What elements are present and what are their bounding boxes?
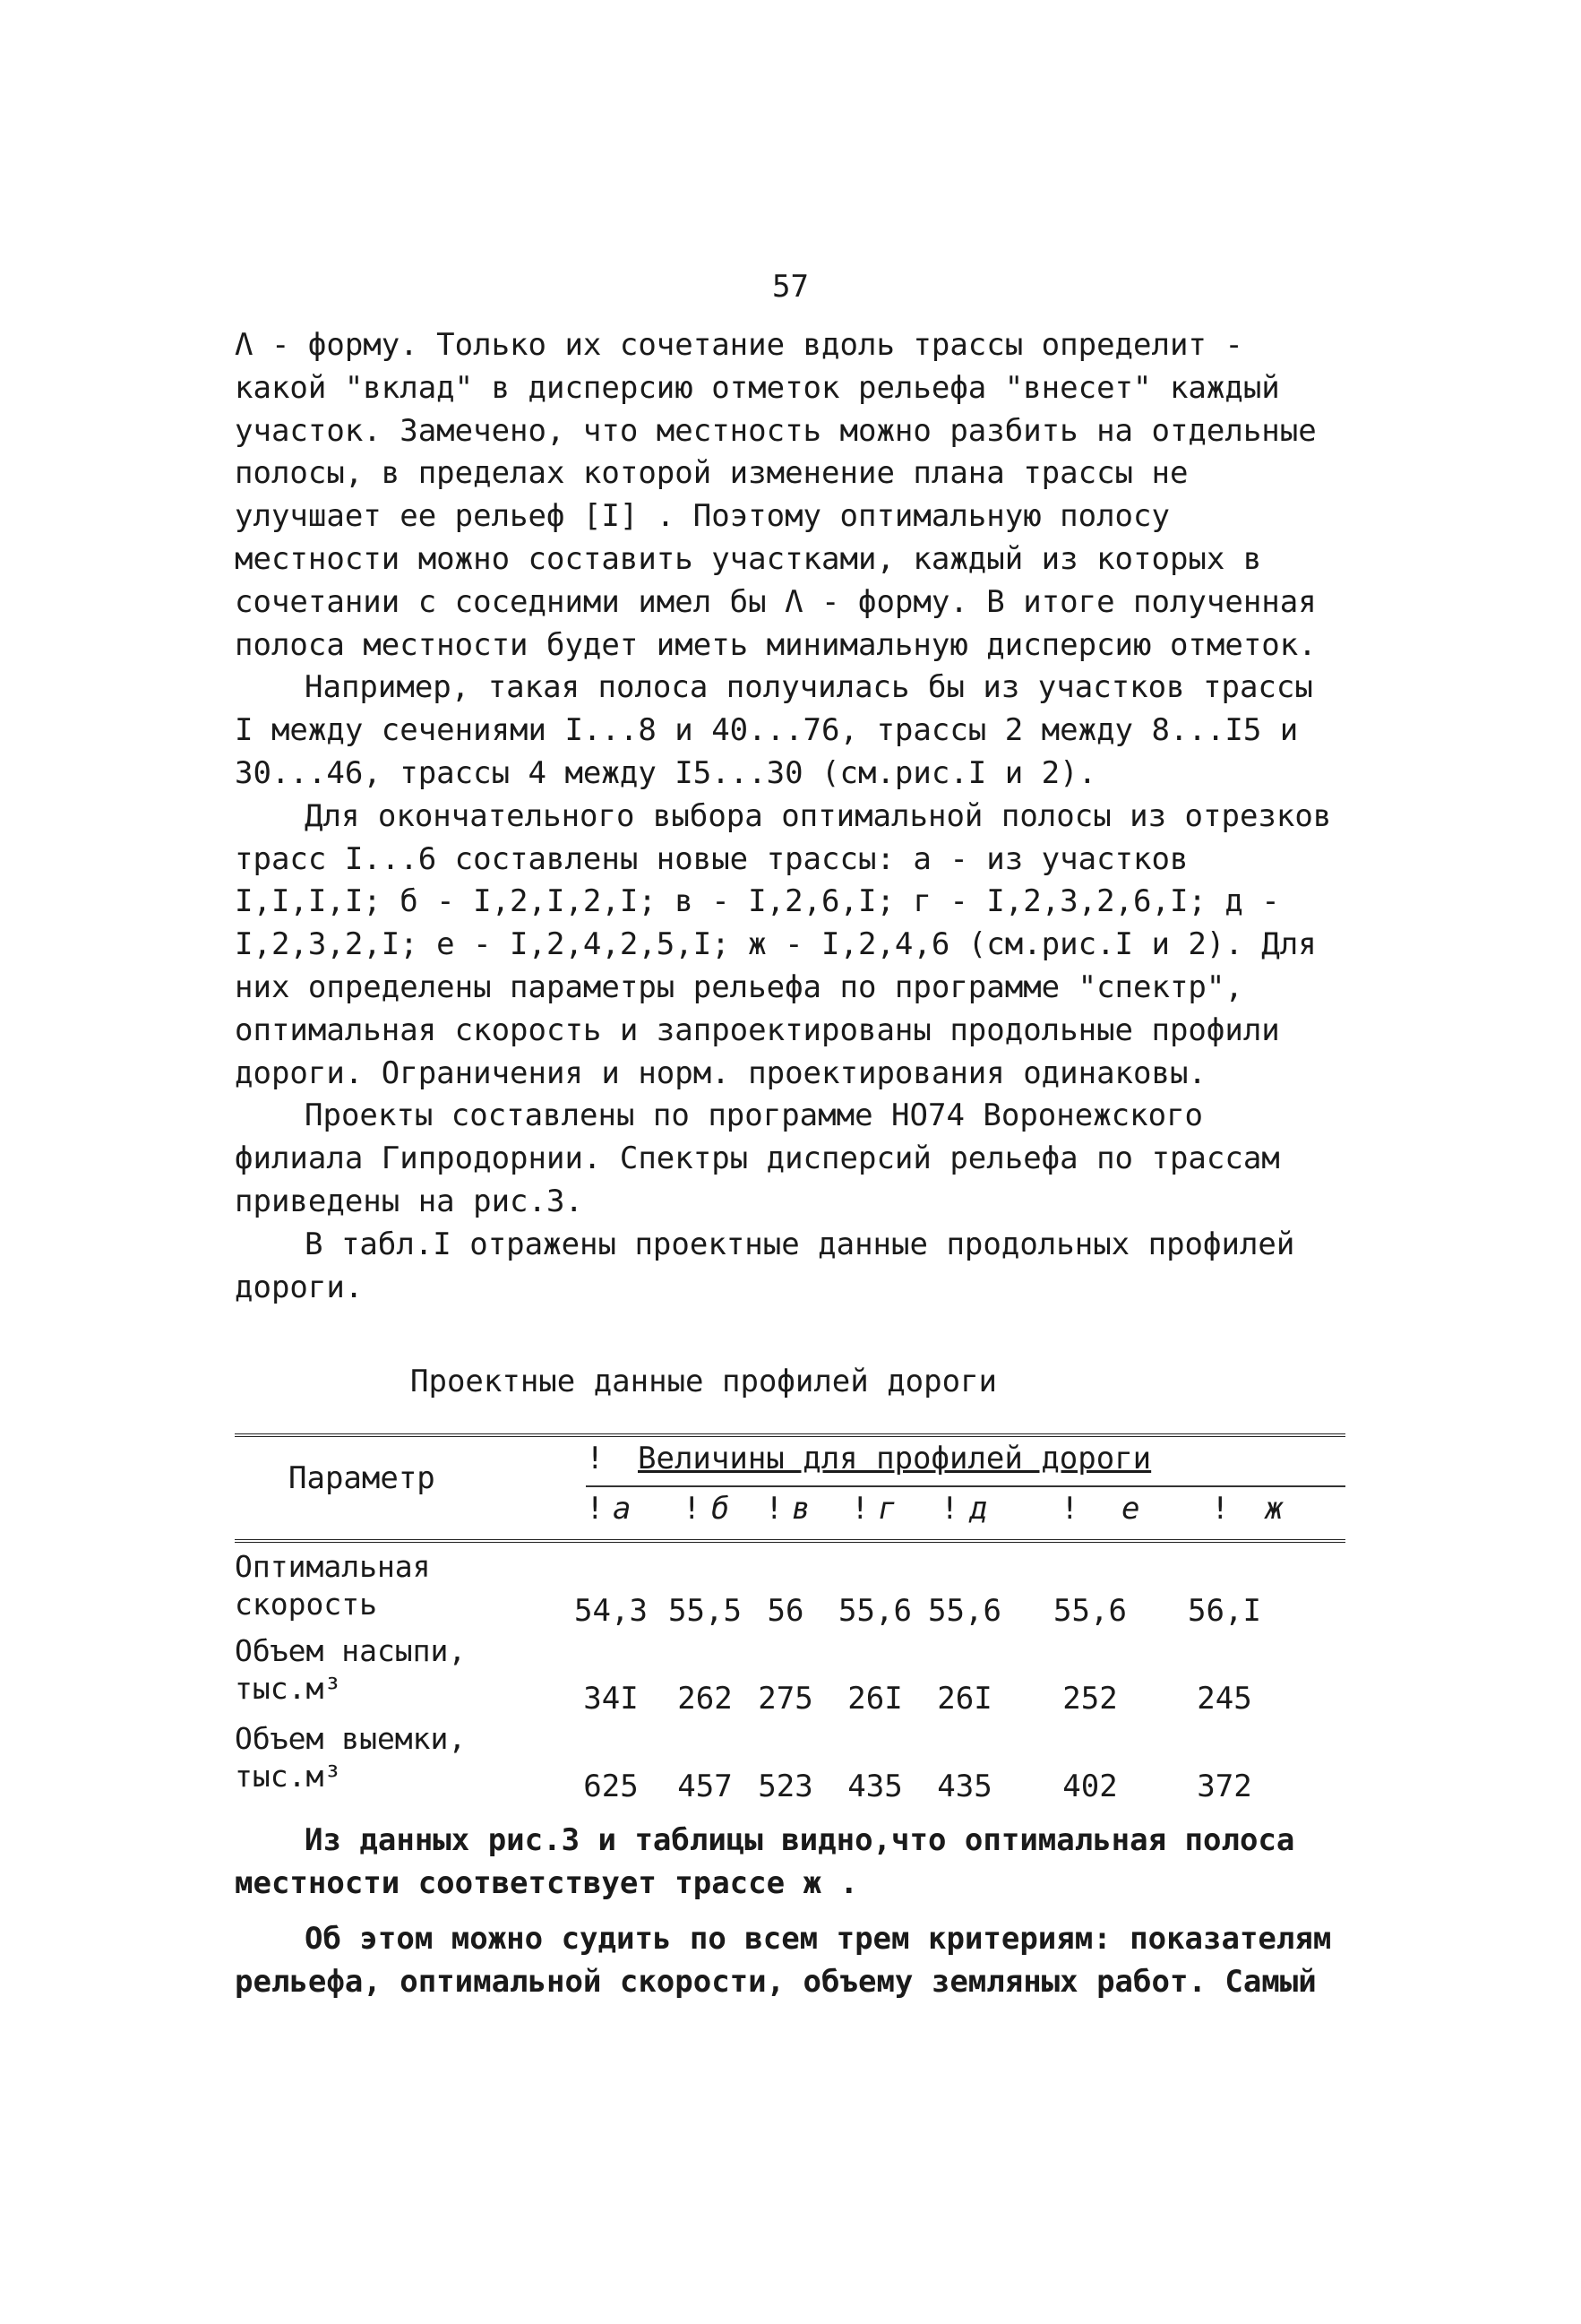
row-label: Объем насыпи, тыс.м³ <box>235 1633 467 1706</box>
conclusion-text <box>235 1819 1345 2003</box>
paragraph: В табл.I отражены проектные данные продольных профилей дороги. <box>235 1226 1295 1305</box>
table-rule <box>235 1539 1345 1543</box>
table-cell: 34I <box>583 1681 639 1717</box>
table-cell: 55,6 <box>1053 1593 1127 1629</box>
table-cell: 55,6 <box>838 1593 912 1629</box>
table-cell: 245 <box>1197 1681 1252 1717</box>
table-cell: 55,6 <box>928 1593 1001 1629</box>
column-header: е <box>1121 1491 1140 1527</box>
column-divider: ! <box>586 1441 605 1476</box>
table-cell: 26I <box>847 1681 903 1717</box>
table-cell: 435 <box>847 1769 903 1804</box>
table-cell: 435 <box>937 1769 992 1804</box>
paragraph: Об этом можно судить по всем трем критериям: показателям рельефа, оптимальной скорости, объему земляных работ. Самый <box>235 1921 1332 2000</box>
table-caption: Проектные данные профилей дороги <box>410 1364 998 1399</box>
group-header: Величины для профилей дороги <box>638 1441 1152 1476</box>
table-cell: 523 <box>758 1769 813 1804</box>
column-divider: ! <box>765 1491 784 1527</box>
row-label: Объем выемки, тыс.м³ <box>235 1721 467 1794</box>
table-cell: 625 <box>583 1769 639 1804</box>
column-divider: ! <box>1211 1491 1230 1527</box>
column-header: б <box>711 1491 730 1527</box>
column-header: д <box>969 1491 988 1527</box>
table-cell: 372 <box>1197 1769 1252 1804</box>
page-number: 57 <box>772 269 809 305</box>
paragraph: Например, такая полоса получилась бы из участков трассы I между сечениями I...8 и 40...76, трассы 2 между 8...I5 и 30...46, трассы 4 между I5...30 (см.рис.I и 2). <box>235 669 1313 791</box>
table-cell: 26I <box>937 1681 992 1717</box>
column-header: ж <box>1265 1491 1284 1527</box>
table-cell: 56,I <box>1188 1593 1261 1629</box>
paragraph: Проекты составлены по программе НО74 Воронежского филиала Гипродорнии. Спектры дисперсий рельефа по трассам приведены на рис.3. <box>235 1097 1280 1219</box>
paragraph: Из данных рис.3 и таблицы видно,что оптимальная полоса местности соответствует трассе ж . <box>235 1822 1295 1901</box>
column-divider: ! <box>941 1491 959 1527</box>
table-rule <box>235 1433 1345 1437</box>
column-divider: ! <box>1061 1491 1079 1527</box>
table-cell: 56 <box>767 1593 804 1629</box>
table-cell: 262 <box>677 1681 733 1717</box>
param-header: Параметр <box>288 1460 435 1496</box>
column-divider: ! <box>851 1491 870 1527</box>
paragraph: Λ - форму. Только их сочетание вдоль трассы определит - какой "вклад" в дисперсию отметок рельефа "внесет" каждый участок. Замечено, что местность можно разбить на отдельные полосы, в пределах которой изменение плана трассы не улучшает ее рельеф [I] . Поэтому оптимальную полосу местности можно составить участками, каждый из которых в сочетании с соседними имел бы Λ - форму. В итоге полученная полоса местности будет иметь минимальную дисперсию отметок. <box>235 327 1317 663</box>
table-cell: 54,3 <box>574 1593 648 1629</box>
column-header: г <box>878 1491 897 1527</box>
table-cell: 402 <box>1062 1769 1118 1804</box>
table-rule <box>586 1485 1345 1487</box>
table-cell: 252 <box>1062 1681 1118 1717</box>
table-cell: 457 <box>677 1769 733 1804</box>
column-header: а <box>613 1491 632 1527</box>
column-header: в <box>792 1491 811 1527</box>
body-text <box>235 324 1345 1309</box>
column-divider: ! <box>586 1491 605 1527</box>
table-cell: 55,5 <box>668 1593 742 1629</box>
table-cell: 275 <box>758 1681 813 1717</box>
column-divider: ! <box>683 1491 701 1527</box>
paragraph: Для окончательного выбора оптимальной полосы из отрезков трасс I...6 составлены новые трассы: а - из участков I,I,I,I; б - I,2,I,2,I; в - I,2,6,I; г - I,2,3,2,6,I; д - I,2,3,2,I; е - I,2,4,2,5,I; ж - I,2,4,6 (см.рис.I и 2). Для них определены параметры рельефа по программе "спектр", оптимальная скорость и запроектированы продольные профили дороги. Ограничения и норм. проектирования одинаковы. <box>235 797 1332 1091</box>
row-label: Оптимальная скорость <box>235 1549 431 1622</box>
